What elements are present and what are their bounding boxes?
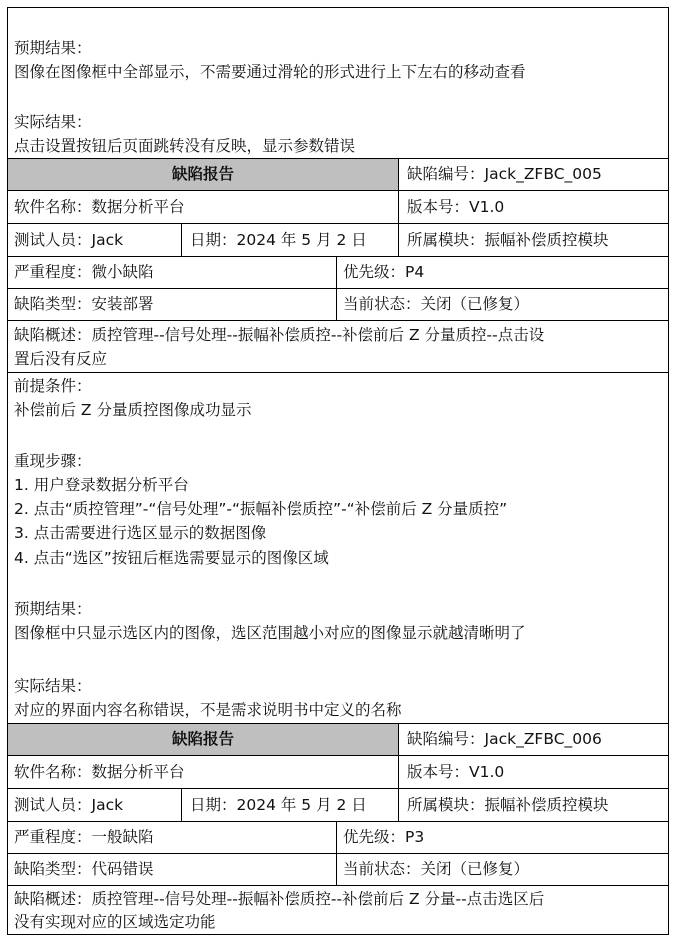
- summary-line-2: 没有实现对应的区域选定功能: [14, 913, 216, 931]
- expected-result-label: 预期结果：: [14, 39, 92, 57]
- precondition-text: 补偿前后 Z 分量质控图像成功显示: [14, 401, 252, 419]
- row-line: [7, 885, 669, 886]
- severity: 严重程度：一般缺陷: [14, 828, 154, 846]
- priority: 优先级：P4: [343, 263, 425, 281]
- row-line: [7, 723, 669, 724]
- row-line: [7, 755, 669, 756]
- row-line: [7, 158, 669, 159]
- date: 日期：2024 年 5 月 2 日: [190, 231, 367, 249]
- row-line: [7, 372, 669, 373]
- expected-result-label: 预期结果：: [14, 600, 92, 618]
- status: 当前状态：关闭（已修复）: [343, 860, 530, 878]
- left-border: [7, 7, 8, 935]
- step-item: 4. 点击“选区”按钮后框选需要显示的图像区域: [14, 549, 329, 567]
- expected-result-text: 图像在图像框中全部显示，不需要通过滑轮的形式进行上下左右的移动查看: [14, 63, 526, 81]
- row-line: [7, 821, 669, 822]
- severity: 严重程度：微小缺陷: [14, 263, 154, 281]
- summary-line-1: 缺陷概述：质控管理--信号处理--振幅补偿质控--补偿前后 Z 分量质控--点击设: [14, 326, 545, 344]
- row-line: [7, 320, 669, 321]
- col-line: [181, 788, 182, 821]
- step-item: 3. 点击需要进行选区显示的数据图像: [14, 524, 267, 542]
- date: 日期：2024 年 5 月 2 日: [190, 796, 367, 814]
- actual-result-label: 实际结果：: [14, 113, 92, 131]
- report-title: 缺陷报告: [171, 165, 234, 183]
- defect-type: 缺陷类型：代码错误: [14, 860, 154, 878]
- software-name: 软件名称：数据分析平台: [14, 763, 185, 781]
- step-item: 2. 点击“质控管理”-“信号处理”-“振幅补偿质控”-“补偿前后 Z 分量质控”: [14, 500, 508, 518]
- summary-line-1: 缺陷概述：质控管理--信号处理--振幅补偿质控--补偿前后 Z 分量--点击选区后: [14, 890, 545, 908]
- defect-id: 缺陷编号：Jack_ZFBC_005: [407, 165, 602, 183]
- software-name: 软件名称：数据分析平台: [14, 198, 185, 216]
- version: 版本号：V1.0: [407, 763, 505, 781]
- col-line: [398, 723, 399, 821]
- col-line: [336, 256, 337, 320]
- right-border: [668, 7, 669, 935]
- tester: 测试人员：Jack: [14, 796, 124, 814]
- steps-label: 重现步骤：: [14, 452, 92, 470]
- actual-result-text: 点击设置按钮后页面跳转没有反映，显示参数错误: [14, 137, 356, 155]
- summary-line-2: 置后没有反应: [14, 350, 108, 368]
- defect-id: 缺陷编号：Jack_ZFBC_006: [407, 730, 602, 748]
- row-line: [7, 190, 669, 191]
- priority: 优先级：P3: [343, 828, 425, 846]
- col-line: [398, 158, 399, 256]
- row-line: [7, 256, 669, 257]
- col-line: [336, 821, 337, 885]
- report-title: 缺陷报告: [171, 730, 234, 748]
- status: 当前状态：关闭（已修复）: [343, 295, 530, 313]
- version: 版本号：V1.0: [407, 198, 505, 216]
- row-line: [7, 853, 669, 854]
- bottom-border: [7, 934, 669, 935]
- module: 所属模块：振幅补偿质控模块: [407, 231, 609, 249]
- expected-result-text: 图像框中只显示选区内的图像，选区范围越小对应的图像显示就越清晰明了: [14, 624, 526, 642]
- step-item: 1. 用户登录数据分析平台: [14, 476, 189, 494]
- col-line: [181, 223, 182, 256]
- precondition-label: 前提条件：: [14, 377, 92, 395]
- actual-result-text: 对应的界面内容名称错误，不是需求说明书中定义的名称: [14, 701, 402, 719]
- actual-result-label: 实际结果：: [14, 677, 92, 695]
- defect-type: 缺陷类型：安装部署: [14, 295, 154, 313]
- tester: 测试人员：Jack: [14, 231, 124, 249]
- row-line: [7, 288, 669, 289]
- row-line: [7, 788, 669, 789]
- top-border: [7, 7, 669, 8]
- module: 所属模块：振幅补偿质控模块: [407, 796, 609, 814]
- row-line: [7, 223, 669, 224]
